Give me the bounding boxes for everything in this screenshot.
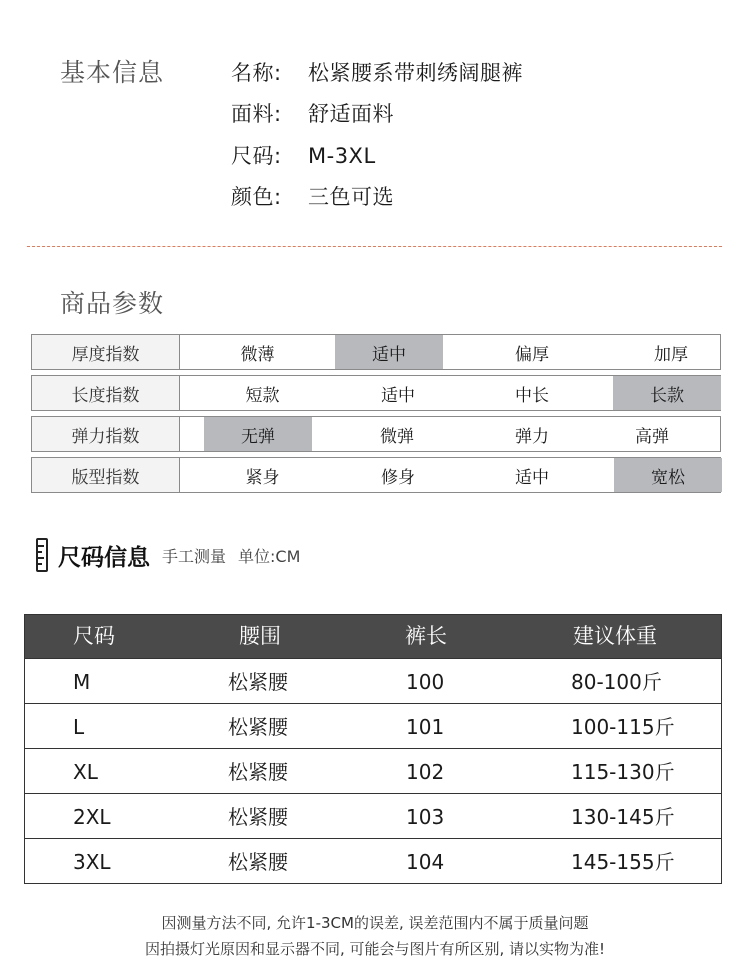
measure-method: 手工测量 — [162, 546, 227, 566]
info-value: 松紧腰系带刺绣阔腿裤 — [308, 61, 523, 85]
table-cell: 松紧腰 — [228, 850, 288, 874]
param-row-fit — [31, 457, 721, 493]
param-label: 弹力指数 — [32, 417, 180, 451]
table-cell: 100 — [406, 670, 445, 694]
table-cell: 80-100斤 — [571, 670, 662, 694]
ruler-icon — [36, 538, 48, 572]
table-cell: 松紧腰 — [228, 760, 288, 784]
param-option-selected: 长款 — [613, 376, 721, 410]
table-row — [25, 838, 721, 883]
table-cell: 101 — [406, 715, 445, 739]
table-header — [25, 615, 721, 658]
param-row-length — [31, 375, 721, 411]
table-cell: 100-115斤 — [571, 715, 675, 739]
info-row-size — [231, 140, 376, 170]
info-label: 名称: — [231, 61, 282, 85]
info-label: 尺码: — [231, 144, 282, 168]
size-table — [24, 614, 722, 884]
info-label: 颜色: — [231, 185, 282, 209]
info-value: M-3XL — [308, 144, 376, 168]
params-title: 商品参数 — [60, 289, 165, 318]
param-label: 版型指数 — [32, 458, 180, 492]
param-option: 微弹 — [380, 426, 414, 447]
param-option: 适中 — [515, 467, 549, 488]
info-row-color — [231, 181, 394, 211]
param-option: 微薄 — [240, 344, 275, 365]
column-header: 腰围 — [239, 624, 281, 648]
param-option: 紧身 — [245, 467, 280, 488]
param-option: 中长 — [515, 385, 549, 406]
basic-info-title: 基本信息 — [60, 58, 165, 87]
param-option: 适中 — [381, 385, 415, 406]
table-cell: M — [73, 670, 91, 694]
table-cell: 松紧腰 — [228, 805, 288, 829]
column-header: 尺码 — [73, 624, 115, 648]
table-cell: 2XL — [73, 805, 111, 829]
table-row — [25, 748, 721, 793]
table-cell: 3XL — [73, 850, 111, 874]
param-option: 短款 — [245, 385, 280, 406]
table-row — [25, 703, 721, 748]
info-value: 三色可选 — [308, 185, 394, 209]
unit-label: 单位:CM — [238, 546, 301, 566]
param-row-elasticity — [31, 416, 721, 452]
param-option: 修身 — [381, 467, 415, 488]
param-option: 偏厚 — [515, 344, 549, 365]
table-row — [25, 658, 721, 703]
table-cell: 130-145斤 — [571, 805, 675, 829]
note-color: 因拍摄灯光原因和显示器不同, 可能会与图片有所区别, 请以实物为准! — [144, 940, 606, 958]
param-option: 弹力 — [515, 426, 549, 447]
param-option: 高弹 — [635, 426, 669, 447]
table-cell: 松紧腰 — [228, 715, 288, 739]
param-option: 加厚 — [654, 344, 688, 365]
note-measurement: 因测量方法不同, 允许1-3CM的误差, 误差范围内不属于质量问题 — [161, 914, 589, 932]
size-info-header — [36, 535, 312, 575]
table-cell: 102 — [406, 760, 445, 784]
param-row-thickness — [31, 334, 721, 370]
info-row-name — [231, 57, 523, 87]
table-cell: L — [73, 715, 85, 739]
param-label: 长度指数 — [32, 376, 180, 410]
info-row-fabric — [231, 98, 394, 128]
table-cell: 115-130斤 — [571, 760, 675, 784]
param-option-selected: 适中 — [335, 335, 443, 369]
size-info-title: 尺码信息 — [58, 544, 150, 571]
column-header: 裤长 — [405, 624, 447, 648]
section-divider — [27, 246, 722, 247]
table-cell: 103 — [406, 805, 445, 829]
info-label: 面料: — [231, 102, 282, 126]
table-cell: 145-155斤 — [571, 850, 675, 874]
table-row — [25, 793, 721, 838]
info-value: 舒适面料 — [308, 102, 394, 126]
table-cell: XL — [73, 760, 98, 784]
param-label: 厚度指数 — [32, 335, 180, 369]
table-cell: 松紧腰 — [228, 670, 288, 694]
param-option-selected: 无弹 — [204, 417, 312, 451]
column-header: 建议体重 — [573, 624, 657, 648]
table-cell: 104 — [406, 850, 445, 874]
param-option-selected: 宽松 — [614, 458, 722, 492]
